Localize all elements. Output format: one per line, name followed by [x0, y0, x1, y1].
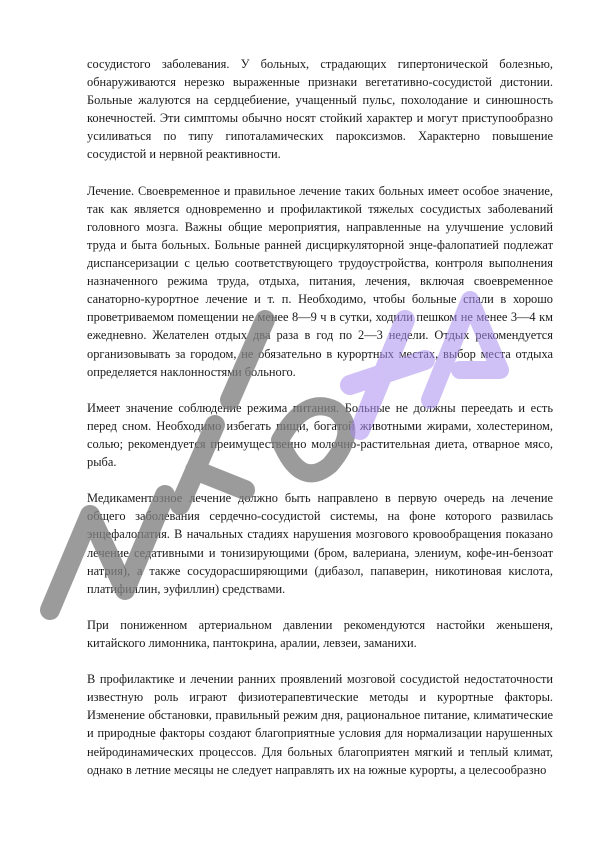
paragraph-2: Лечение. Своевременное и правильное лечение таких больных имеет особое значение, так как является одновременно и профилактикой тяжелых сосудистых заболеваний головного мозга. Важны общие мероприятия, направленные на улучшение условий труда и быта больных. Больные ранней дисциркуляторной энце-фалопатией подлежат диспансеризации с целью соответствующего трудоустройства, контроля выполнения назначенного режима труда, отдыха, питания, лечения, включая своевременное санаторно-курортное лечение и т. п. Необходимо, чтобы больные спали в хорошо проветриваемом помещении не менее 8—9 ч в сутки, ходили пешком не менее 3—4 км ежедневно. Желателен отдых два раза в год по 2—3 недели. Отдых рекомендуется организовывать за городом, не обязательно в курортных местах, выбор места отдыха определяется наклонностями больного. — [87, 183, 553, 379]
paragraph-3: Имеет значение соблюдение режима питания. Больные не должны переедать и есть перед сном. Необходимо избегать пищи, богатой животными жирами, холестерином, солью; рекомендуется преимущественно молочно-растительная диета, отварное мясо, рыба. — [87, 400, 553, 470]
document-body — [87, 55, 553, 779]
paragraph-4: Медикаментозное лечение должно быть направлено в первую очередь на лечение общего заболевания сердечно-сосудистой системы, на фоне которого развилась энцефалопатия. В начальных стадиях нарушения мозгового кровообращения показано лечение седативными и тонизирующими (бром, валериана, элениум, кофе-ин-бензоат натрия), а также сосудорасширяющими (дибазол, папаверин, никотиновая кислота, платифиллин, эуфиллин) средствами. — [87, 491, 553, 596]
paragraph-5: При пониженном артериальном давлении рекомендуются настойки женьшеня, китайского лимонника, пантокрина, аралии, левзеи, заманихи. — [87, 617, 553, 650]
paragraph-1: сосудистого заболевания. У больных, страдающих гипертонической болезнью, обнаруживаются нерезко выраженные признаки вегетативно-сосудистой дистонии. Больные жалуются на сердцебиение, учащенный пульс, похолодание и синюшность конечностей. Эти симптомы обычно носят стойкий характер и могут приступообразно усиливаться по типу гипоталамических пароксизмов. Характерно повышение сосудистой и нервной реактивности. — [87, 57, 553, 162]
paragraph-6: В профилактике и лечении ранних проявлений мозговой сосудистой недостаточности известную роль играют физиотерапевтические методы и курортные факторы. Изменение обстановки, правильный режим дня, рациональное питание, климатические и природные факторы создают благоприятные условия для нормализации нарушенных нейродинамических процессов. Для больных благоприятен мягкий и теплый климат, однако в летние месяцы не следует направлять их на южные курорты, а целесообразно — [87, 672, 553, 777]
